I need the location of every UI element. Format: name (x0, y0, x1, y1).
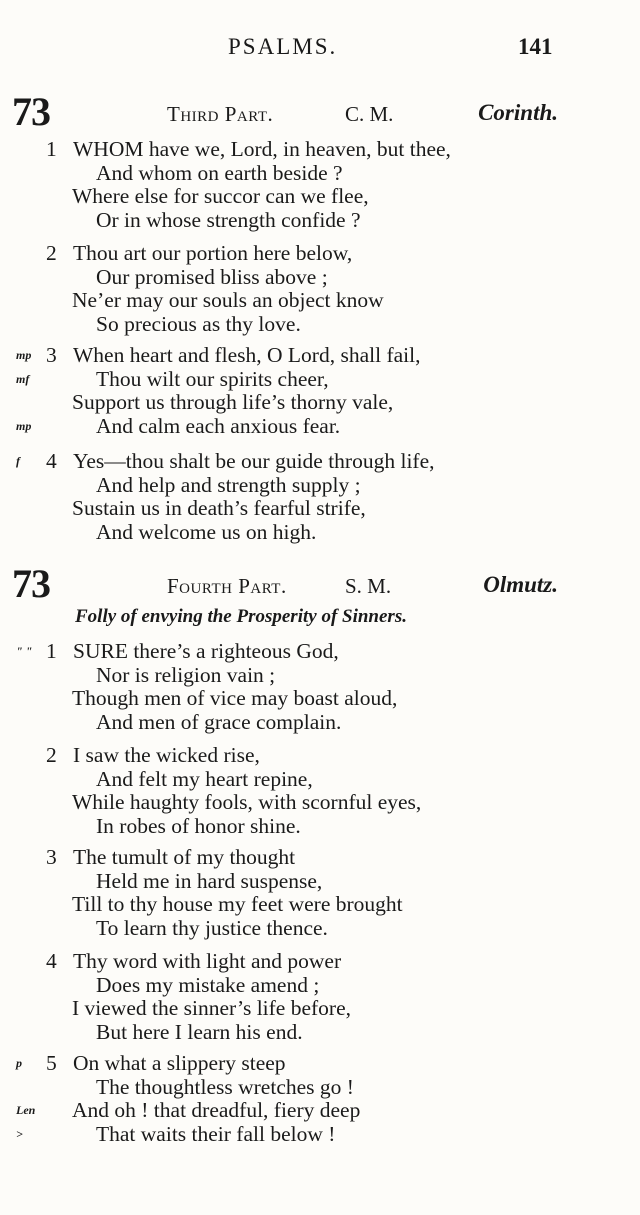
verse-text: I viewed the sinner’s life before, (72, 996, 351, 1020)
verse-line (0, 497, 640, 521)
hymn-subtitle: Folly of envying the Prosperity of Sinners. (75, 606, 407, 627)
verse-text: Does my mistake amend ; (96, 972, 320, 997)
verse-text: I saw the wicked rise, (73, 743, 260, 767)
verse-line (0, 997, 640, 1021)
verse-text: Ne’er may our souls an object know (72, 288, 384, 312)
stanza-number: 2 (46, 241, 57, 265)
verse-line (0, 917, 640, 941)
verse-line (0, 1123, 640, 1147)
stanza (0, 138, 640, 232)
verse-line (0, 391, 640, 415)
verse-text: In robes of honor shine. (96, 813, 301, 838)
verse-text: Support us through life’s thorny vale, (72, 390, 394, 414)
stanza (0, 242, 640, 336)
verse-text: While haughty fools, with scornful eyes, (72, 790, 422, 814)
verse-line (0, 266, 640, 290)
verse-text: So precious as thy love. (96, 311, 301, 336)
verse-text: SURE there’s a righteous God, (73, 639, 339, 663)
running-head (0, 34, 640, 66)
stanza (0, 450, 640, 544)
dynamic-mark: " " (16, 644, 33, 658)
verse-text: Yes—thou shalt be our guide through life, (73, 449, 435, 473)
verse-line (0, 242, 640, 266)
hymn-number: 73 (12, 561, 50, 606)
verse-line (0, 138, 640, 162)
verse-line (0, 846, 640, 870)
verse-text: The tumult of my thought (73, 845, 296, 869)
verse-text: On what a slippery steep (73, 1051, 286, 1075)
hymn-number: 73 (12, 89, 50, 134)
dynamic-mark: mp (16, 418, 32, 433)
verse-text: To learn thy justice thence. (96, 915, 328, 940)
hymn-part: Fourth Part. (167, 574, 287, 598)
hymn-meter: C. M. (345, 102, 394, 126)
verse-line (0, 664, 640, 688)
verse-line (0, 744, 640, 768)
running-head-title: PSALMS. (228, 34, 338, 59)
verse-text: Held me in hard suspense, (96, 868, 323, 893)
verse-line (0, 1052, 640, 1076)
stanza (0, 744, 640, 838)
stanza-number: 3 (46, 343, 57, 367)
verse-line (0, 974, 640, 998)
verse-line (0, 1021, 640, 1045)
verse-line (0, 1076, 640, 1100)
verse-line (0, 521, 640, 545)
verse-text: WHOM have we, Lord, in heaven, but thee, (73, 137, 451, 161)
dynamic-mark: p (16, 1056, 22, 1070)
stanza-number: 1 (46, 639, 57, 663)
verse-line (0, 185, 640, 209)
dynamic-mark: f (16, 454, 20, 468)
dynamic-mark: mf (16, 371, 30, 386)
verse-text: And felt my heart repine, (96, 766, 313, 791)
dynamic-mark: Len (16, 1103, 36, 1117)
stanza (0, 1052, 640, 1146)
verse-line (0, 711, 640, 735)
verse-text: Thy word with light and power (73, 949, 342, 973)
verse-text: And help and strength supply ; (96, 472, 361, 497)
verse-text: Where else for succor can we flee, (72, 184, 369, 208)
hymn-header (0, 560, 640, 610)
verse-text: The thoughtless wretches go ! (96, 1074, 354, 1099)
verse-text: Or in whose strength confide ? (96, 207, 361, 232)
verse-text: Sustain us in death’s fearful strife, (72, 496, 366, 520)
verse-text: And men of grace complain. (96, 709, 342, 734)
stanza (0, 344, 640, 438)
hymn-tune: Corinth. (478, 100, 558, 125)
verse-line (0, 815, 640, 839)
verse-text: That waits their fall below ! (96, 1121, 336, 1146)
dynamic-mark: mp (16, 348, 32, 362)
verse-text: And calm each anxious fear. (96, 413, 341, 438)
verse-text: But here I learn his end. (96, 1019, 303, 1044)
verse-line (0, 687, 640, 711)
verse-text: Our promised bliss above ; (96, 264, 328, 289)
verse-text: Thou wilt our spirits cheer, (96, 366, 329, 391)
verse-line (0, 289, 640, 313)
verse-line (0, 893, 640, 917)
stanza-number: 4 (46, 949, 57, 973)
hymn-header (0, 88, 640, 138)
hymn-tune: Olmutz. (483, 572, 558, 597)
verse-line (0, 313, 640, 337)
verse-line (0, 791, 640, 815)
verse-line (0, 209, 640, 233)
verse-line (0, 768, 640, 792)
verse-line (0, 368, 640, 392)
stanza (0, 640, 640, 734)
stanza-number: 2 (46, 743, 57, 767)
verse-text: Thou art our portion here below, (73, 241, 353, 265)
dynamic-mark: > (16, 1126, 23, 1141)
verse-line (0, 344, 640, 368)
stanza-number: 4 (46, 449, 57, 473)
verse-line (0, 450, 640, 474)
page-number: 141 (518, 34, 553, 59)
stanza (0, 846, 640, 940)
stanza-number: 5 (46, 1051, 57, 1075)
verse-line (0, 950, 640, 974)
verse-text: And oh ! that dreadful, fiery deep (72, 1098, 361, 1122)
hymn-meter: S. M. (345, 574, 392, 598)
verse-text: When heart and flesh, O Lord, shall fail, (73, 343, 421, 367)
verse-line (0, 1099, 640, 1123)
verse-line (0, 162, 640, 186)
verse-text: Till to thy house my feet were brought (72, 892, 403, 916)
verse-text: Though men of vice may boast aloud, (72, 686, 398, 710)
verse-line (0, 415, 640, 439)
hymn-part: Third Part. (167, 102, 274, 126)
stanza-number: 3 (46, 845, 57, 869)
verse-text: And whom on earth beside ? (96, 160, 343, 185)
verse-text: And welcome us on high. (96, 519, 317, 544)
verse-line (0, 640, 640, 664)
stanza-number: 1 (46, 137, 57, 161)
verse-text: Nor is religion vain ; (96, 662, 276, 687)
verse-line (0, 474, 640, 498)
verse-line (0, 870, 640, 894)
stanza (0, 950, 640, 1044)
